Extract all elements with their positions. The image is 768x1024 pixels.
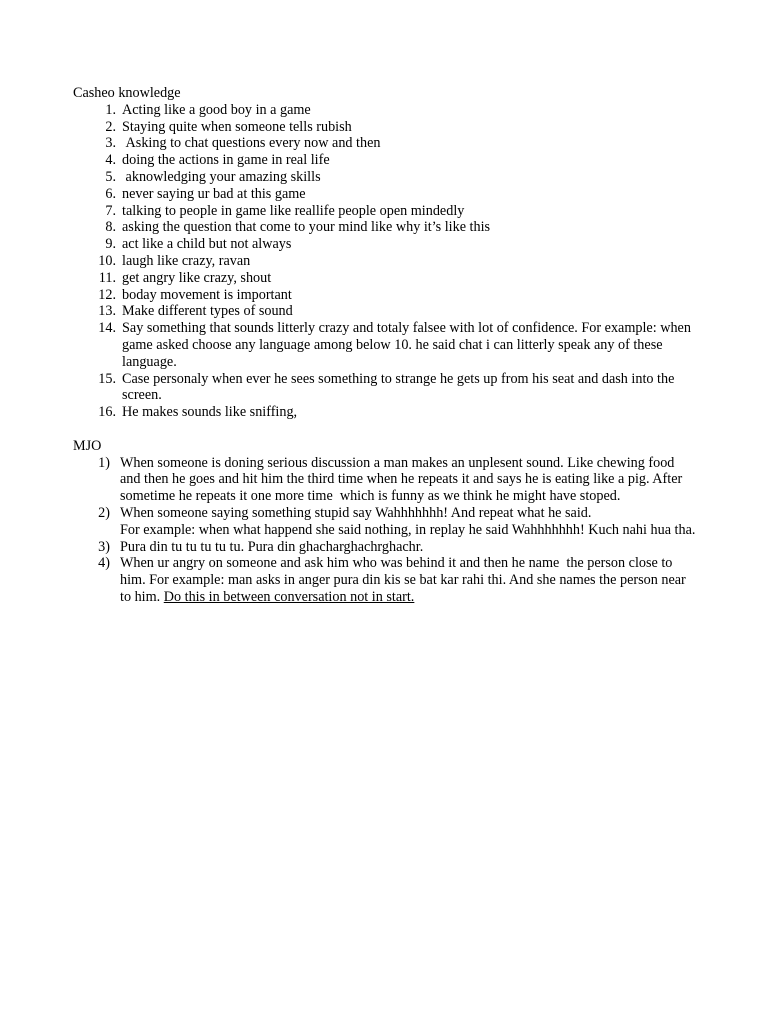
list-item [73,539,697,556]
list-number: 4. [105,152,116,169]
list-item [73,253,697,270]
list-item [73,505,697,539]
list-text: Make different types of sound [122,303,293,320]
list-item [73,303,697,320]
list-text: Case personaly when ever he sees something to strange he gets up from his seat and dash into the screen. [122,370,678,404]
underlined-note: Do this in between conversation not in start. [163,588,415,605]
section-heading-casheo: Casheo knowledge [73,85,181,101]
list-number: 10. [98,252,116,269]
list-text: Pura din tu tu tu tu tu. Pura din ghacharghachrghachr. [120,538,424,555]
list-number: 5. [105,168,116,185]
list-text: act like a child but not always [122,236,292,253]
list-number: 15. [98,370,116,387]
list-item [73,270,697,287]
list-item [73,404,697,421]
list-number: 11. [98,269,116,286]
list-item [73,135,697,152]
list-number: 16. [98,404,116,421]
list-text: Acting like a good boy in a game [122,101,311,118]
mjo-list [73,455,697,606]
list-item [73,455,697,505]
list-number: 9. [105,236,116,253]
list-text: When someone saying something stupid say Wahhhhhhh! And repeat what he said. [120,504,592,521]
list-item [73,102,697,119]
list-text: He makes sounds like sniffing, [122,404,298,421]
list-item [73,219,697,236]
list-text: When ur angry on someone and ask him who was behind it and then he name the person close to him. For example: man asks in anger pura din kis se bat kar rahi thi. And she names the person near to him. [120,555,690,605]
list-number: 2) [98,504,110,521]
list-text: Asking to chat questions every now and then [122,135,381,152]
list-item [73,287,697,304]
list-text-continuation: For example: when what happend she said nothing, in replay he said Wahhhhhhh! Kuch nahi hua tha. [120,521,696,538]
list-number: 6. [105,185,116,202]
list-text: talking to people in game like reallife people open mindedly [122,202,465,219]
list-text: doing the actions in game in real life [122,152,330,169]
list-number: 3. [105,135,116,152]
list-item [73,152,697,169]
list-text: boday movement is important [122,286,292,303]
list-text: When someone is doning serious discussion a man makes an unplesent sound. Like chewing food and then he goes and hit him the third time when he repeats it and says he is eating like a pig. After sometime he repeats it one more time which is funny as we think he might have stoped. [120,454,686,505]
list-text: Staying quite when someone tells rubish [122,118,352,135]
list-number: 7. [105,202,116,219]
list-number: 4) [98,555,110,572]
list-item [73,555,697,605]
list-text: aknowledging your amazing skills [122,168,321,185]
list-number: 1. [105,101,116,118]
list-item [73,320,697,370]
list-number: 13. [98,303,116,320]
list-number: 2. [105,118,116,135]
list-number: 1) [98,454,110,471]
document-page [73,85,697,606]
list-text: never saying ur bad at this game [122,185,306,202]
list-text: get angry like crazy, shout [122,269,272,286]
list-text: asking the question that come to your mind like why it’s like this [122,219,491,236]
list-item [73,371,697,405]
list-number: 3) [98,538,110,555]
list-number: 8. [105,219,116,236]
list-number: 12. [98,286,116,303]
section-spacer [73,421,697,438]
list-item [73,236,697,253]
list-item [73,203,697,220]
list-number: 14. [98,320,116,337]
list-item [73,169,697,186]
list-item [73,119,697,136]
list-text: Say something that sounds litterly crazy and totaly falsee with lot of confidence. For example: when game asked choose any language among below 10. he said chat i can litterly speak any of these language. [122,320,695,370]
section-heading-mjo: MJO [73,437,102,454]
casheo-list [73,102,697,421]
list-item [73,186,697,203]
list-text: laugh like crazy, ravan [122,252,251,269]
